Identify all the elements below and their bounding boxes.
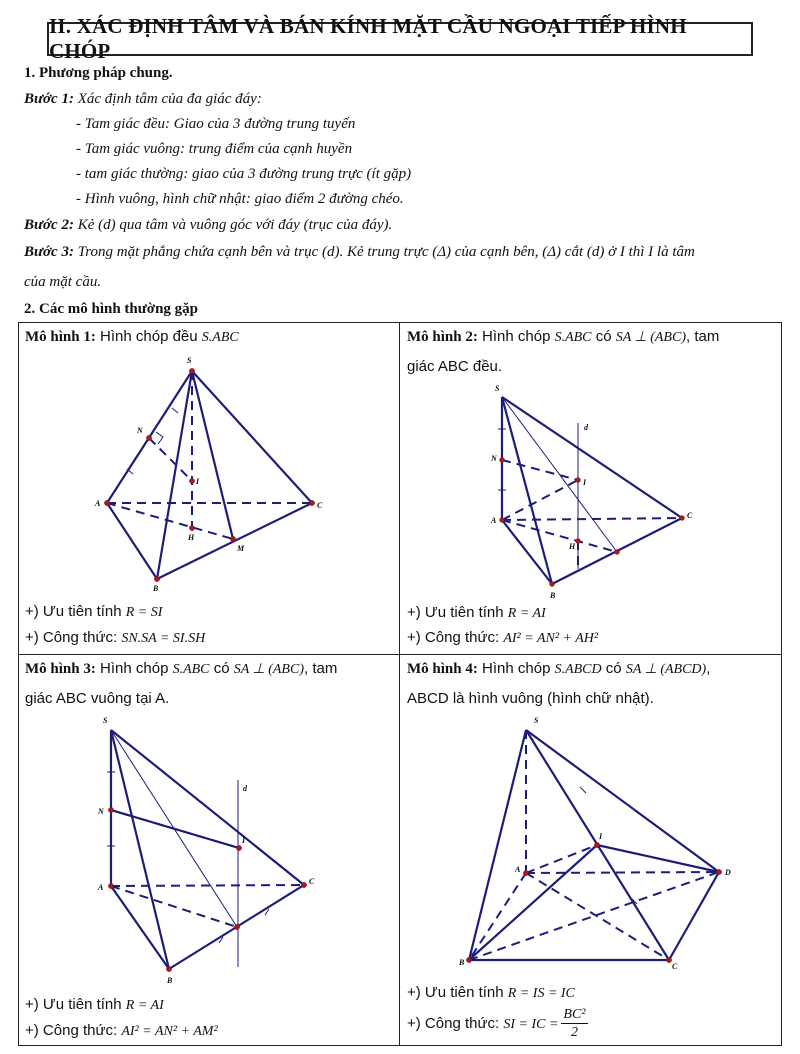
segment-ni	[502, 460, 578, 480]
step-3-text: Trong mặt phẳng chứa cạnh bên và trục (d). Kẻ trung trực (Δ) của cạnh bên, (Δ) cắt (d) ở I thì I là tâm	[73, 244, 695, 260]
model-4-math: S.ABCD	[554, 662, 602, 677]
point-n	[108, 807, 113, 812]
step-1-text: Xác định tâm của đa giác đáy:	[73, 91, 262, 107]
label-n: N	[137, 426, 143, 435]
model-3-priority	[25, 995, 164, 1016]
label-a: A	[98, 883, 104, 892]
label-s: S	[103, 716, 108, 725]
point-m	[615, 550, 620, 555]
step-1	[24, 89, 262, 109]
tick-mark	[580, 787, 586, 793]
model-3-label: Mô hình 3:	[25, 661, 96, 677]
model-4-priority-math: R = IS = IC	[507, 986, 575, 1001]
model-2-desc2: có	[591, 328, 616, 345]
label-c: C	[309, 877, 315, 886]
model-4-header	[407, 659, 710, 680]
model-3-formula-math: AI² = AN² + AM²	[121, 1024, 218, 1039]
model-4-label: Mô hình 4:	[407, 661, 478, 677]
point-i	[189, 478, 194, 483]
model-1-figure	[79, 353, 339, 593]
point-i	[594, 842, 599, 847]
label-a: A	[515, 865, 521, 874]
dash-ni	[111, 810, 239, 848]
point-h	[576, 539, 581, 544]
label-m: M	[237, 544, 245, 553]
point-b	[550, 582, 555, 587]
label-b: B	[153, 584, 159, 593]
model-4-formula-math: SI = IC =	[503, 1017, 559, 1032]
edge-sm	[192, 371, 233, 539]
table-divider-vertical	[399, 323, 400, 1045]
point-s	[189, 368, 194, 373]
point-m	[230, 536, 235, 541]
segment-bi	[469, 845, 597, 960]
model-2-priority-math: R = AI	[507, 606, 546, 621]
model-4-math2: SA ⊥ (ABCD)	[625, 662, 707, 677]
models-heading: 2. Các mô hình thường gặp	[24, 301, 199, 317]
method-heading: 1. Phương pháp chung.	[24, 65, 173, 81]
segment-sm	[502, 397, 617, 552]
edge-sc	[111, 730, 304, 885]
point-a	[104, 500, 109, 505]
label-a: A	[95, 499, 101, 508]
step-2-text: Kẻ (d) qua tâm và vuông góc với đáy (trục của đáy).	[73, 217, 393, 233]
fraction-numerator: BC²	[563, 1007, 586, 1023]
model-2-header	[407, 327, 719, 348]
edge-sb	[111, 730, 169, 969]
point-c	[309, 500, 314, 505]
label-n: N	[98, 807, 104, 816]
edge-sc	[192, 371, 312, 503]
segment-ai	[502, 480, 578, 520]
point-a	[108, 883, 113, 888]
segment-ai-hidden	[526, 845, 597, 873]
model-4-desc3: ,	[706, 660, 711, 677]
point-h	[189, 525, 194, 530]
label-s: S	[534, 716, 539, 725]
step-1-label: Bước 1:	[24, 91, 74, 107]
step-2-label: Bước 2:	[24, 217, 74, 233]
label-n: N	[491, 454, 497, 463]
label-i: I	[599, 832, 603, 841]
label-i: I	[583, 478, 587, 487]
model-2-formula-math: AI² = AN² + AH²	[503, 631, 599, 646]
model-2-math2: SA ⊥ (ABC)	[615, 330, 686, 345]
step-3-continuation: của mặt cầu.	[24, 274, 102, 290]
label-c: C	[672, 962, 678, 971]
model-3-desc: Hình chóp	[95, 660, 173, 677]
point-m	[234, 924, 239, 929]
model-1-desc: Hình chóp đều	[95, 328, 202, 345]
model-2-formula	[407, 628, 598, 649]
label-b: B	[550, 591, 556, 600]
point-n	[146, 435, 151, 440]
model-3-desc2: có	[209, 660, 234, 677]
label-s: S	[187, 356, 192, 365]
label-c: C	[317, 501, 323, 510]
bullet-right-triangle: - Tam giác vuông: trung điểm của cạnh huyền	[76, 141, 353, 157]
edge-ab	[111, 886, 169, 969]
point-i	[576, 478, 581, 483]
fraction-denominator: 2	[570, 1025, 578, 1041]
edge-ad-hidden	[526, 872, 719, 873]
label-c: C	[687, 511, 693, 520]
model-1-formula-prefix: +) Công thức:	[25, 629, 122, 646]
label-d: d	[584, 423, 588, 432]
model-1-math: S.ABC	[201, 330, 239, 345]
point-b	[166, 966, 171, 971]
model-1-header	[25, 327, 239, 348]
label-h: H	[569, 542, 576, 551]
model-2-priority-prefix: +) Ưu tiên tính	[407, 604, 508, 621]
bullet-square: - Hình vuông, hình chữ nhật: giao điểm 2 đường chéo.	[76, 191, 404, 207]
point-a	[500, 518, 505, 523]
model-1-label: Mô hình 1:	[25, 329, 96, 345]
model-1-priority	[25, 602, 162, 623]
model-2-figure	[489, 383, 729, 603]
step-3-label: Bước 3:	[24, 244, 74, 260]
label-s: S	[495, 384, 500, 393]
model-3-figure	[89, 715, 349, 985]
label-d: d	[243, 784, 247, 793]
point-n	[500, 458, 505, 463]
label-a: A	[491, 516, 497, 525]
edge-sb	[469, 730, 526, 960]
edge-cd	[669, 872, 719, 960]
model-3-header	[25, 659, 337, 680]
label-i: I	[242, 836, 246, 845]
model-1-formula-math: SN.SA = SI.SH	[121, 631, 206, 646]
models-table	[18, 322, 782, 1046]
model-4-priority	[407, 983, 575, 1004]
diag-ac-hidden	[526, 873, 669, 960]
median-am	[502, 520, 617, 552]
model-3-formula-prefix: +) Công thức:	[25, 1022, 122, 1039]
edge-ac-hidden	[502, 518, 682, 520]
bullet-equilateral: - Tam giác đều: Giao của 3 đường trung tuyến	[76, 116, 356, 132]
model-4-figure	[449, 715, 769, 975]
point-d	[716, 869, 721, 874]
model-2-line2: giác ABC đều.	[407, 358, 503, 375]
model-4-priority-prefix: +) Ưu tiên tính	[407, 984, 508, 1001]
model-2-desc: Hình chóp	[477, 328, 555, 345]
median-am	[111, 886, 237, 927]
model-4-desc: Hình chóp	[477, 660, 555, 677]
model-2-math: S.ABC	[554, 330, 592, 345]
perp-bisector-ni	[149, 438, 192, 481]
point-b	[154, 576, 159, 581]
model-2-priority	[407, 603, 546, 624]
table-divider-horizontal	[19, 654, 781, 655]
model-3-math: S.ABC	[172, 662, 210, 677]
model-4-formula-prefix: +) Công thức:	[407, 1015, 504, 1032]
model-2-label: Mô hình 2:	[407, 329, 478, 345]
model-1-priority-math: R = SI	[125, 605, 163, 620]
point-c	[666, 957, 671, 962]
point-c	[301, 882, 306, 887]
model-2-desc3: , tam	[685, 328, 720, 345]
model-3-desc3: , tam	[303, 660, 338, 677]
model-3-formula	[25, 1021, 218, 1042]
point-b	[466, 957, 471, 962]
model-1-priority-prefix: +) Ưu tiên tính	[25, 603, 126, 620]
label-b: B	[167, 976, 173, 985]
step-3	[24, 242, 695, 262]
point-c	[680, 516, 685, 521]
model-3-priority-math: R = AI	[125, 998, 164, 1013]
point-i	[236, 845, 241, 850]
label-b: B	[459, 958, 465, 967]
tick-mark	[172, 408, 178, 413]
model-4-formula	[407, 1007, 588, 1042]
section-title: II. XÁC ĐỊNH TÂM VÀ BÁN KÍNH MẶT CẦU NGOẠI TIẾP HÌNH CHÓP	[47, 22, 753, 56]
edge-ac-hidden	[111, 885, 304, 886]
model-4-fraction	[561, 1007, 587, 1042]
diag-bd-hidden	[469, 872, 719, 960]
point-a	[523, 870, 528, 875]
label-i: I	[196, 477, 200, 486]
label-h: H	[188, 533, 195, 542]
model-2-formula-prefix: +) Công thức:	[407, 629, 504, 646]
model-4-line2: ABCD là hình vuông (hình chữ nhật).	[407, 690, 654, 707]
model-1-formula	[25, 628, 205, 649]
right-angle-mark	[156, 432, 163, 444]
model-3-line2: giác ABC vuông tại A.	[25, 690, 170, 707]
bullet-general-triangle: - tam giác thường: giao của 3 đường trung trực (ít gặp)	[76, 166, 412, 182]
model-4-desc2: có	[601, 660, 626, 677]
step-2	[24, 215, 392, 235]
label-d: D	[725, 868, 731, 877]
model-3-priority-prefix: +) Ưu tiên tính	[25, 996, 126, 1013]
model-3-math2: SA ⊥ (ABC)	[233, 662, 304, 677]
edge-ab	[107, 503, 157, 579]
